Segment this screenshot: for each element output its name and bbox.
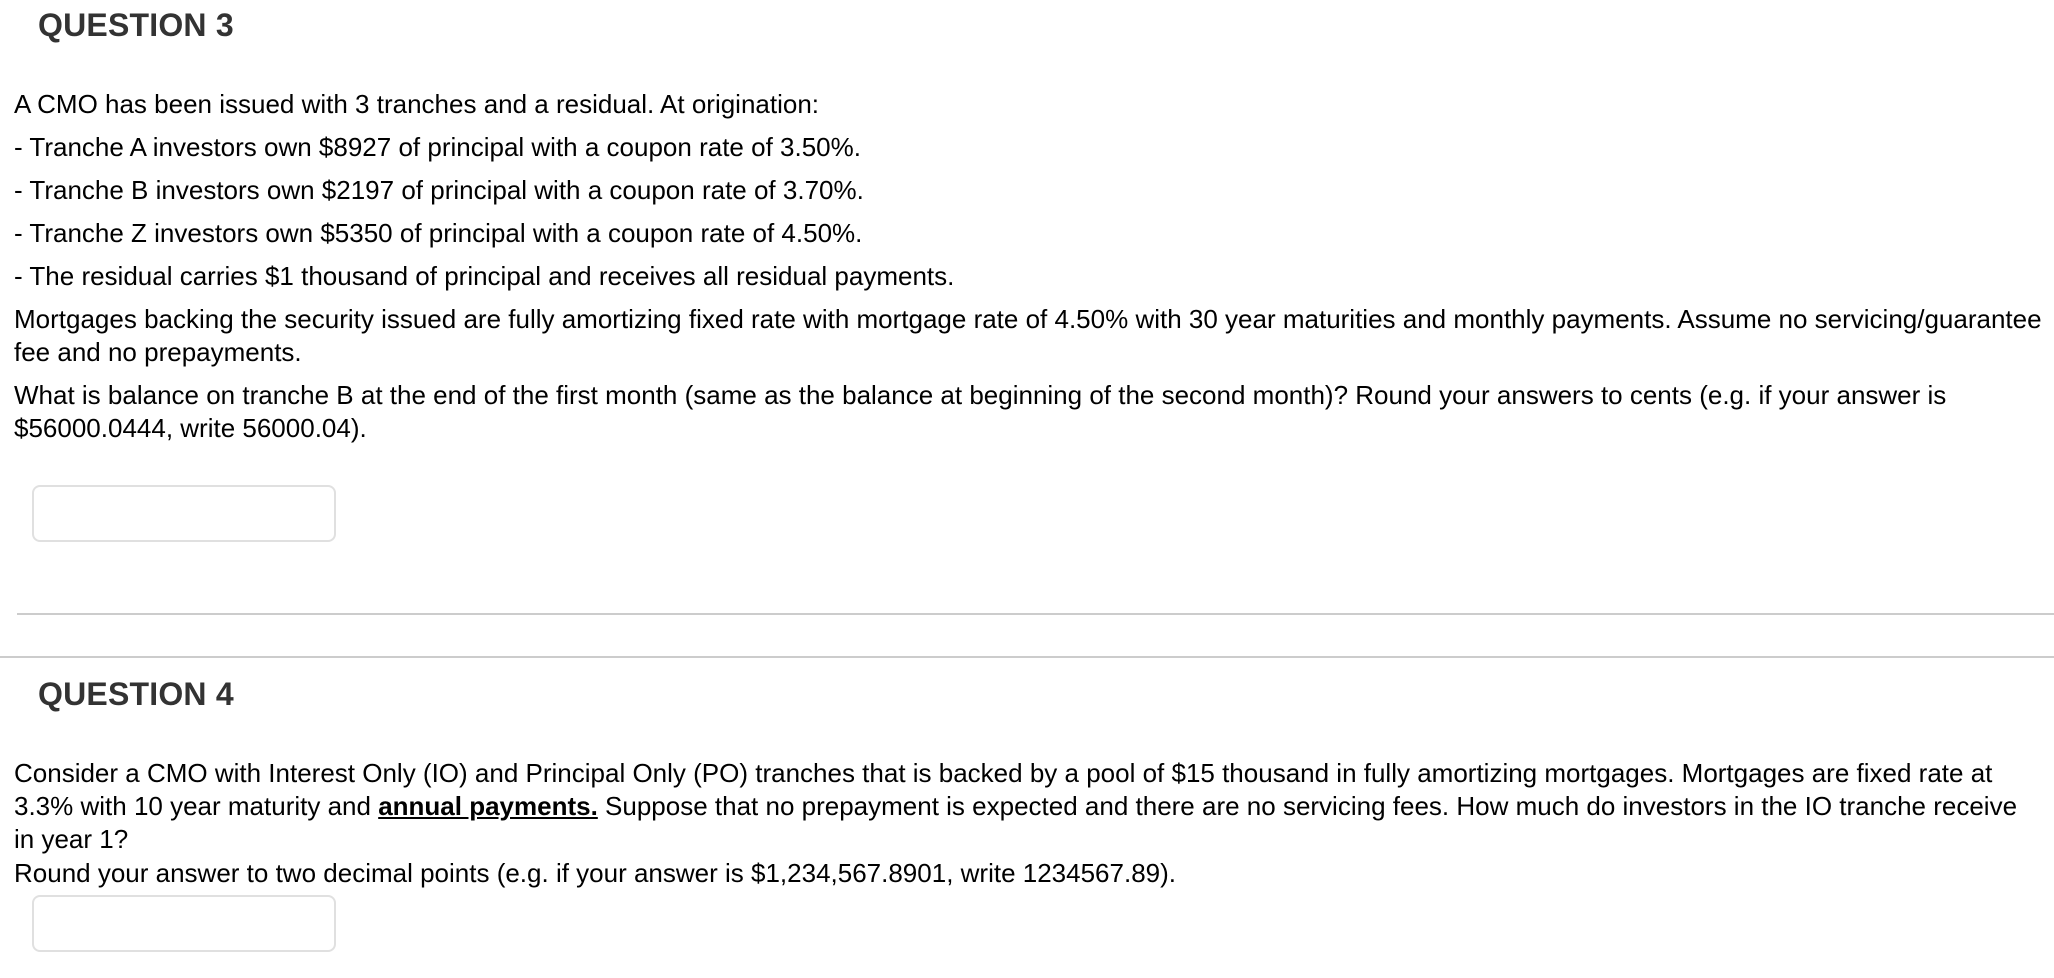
question-4-heading-wrap (0, 677, 2054, 711)
question-4-card (0, 677, 2054, 952)
question-3-intro: A CMO has been issued with 3 tranches and a residual. At origination: (14, 89, 820, 119)
question-3-body (0, 88, 2054, 542)
question-4-rounding-note: Round your answer to two decimal points (e.g. if your answer is $1,234,567.8901, write 1234567.89). (14, 858, 1177, 888)
residual-line: - The residual carries $1 thousand of principal and receives all residual payments. (14, 261, 955, 291)
question-4-answer-input[interactable] (32, 895, 336, 952)
question-separator-divider (0, 656, 2054, 658)
question-4-body (0, 757, 2054, 952)
tranche-b-line: - Tranche B investors own $2197 of principal with a coupon rate of 3.70%. (14, 175, 864, 205)
question-3-bottom-divider (17, 613, 2054, 615)
question-4-heading: QUESTION 4 (38, 676, 234, 712)
tranche-z-line: - Tranche Z investors own $5350 of principal with a coupon rate of 4.50%. (14, 218, 863, 248)
question-4-prompt-before: Consider a CMO with Interest Only (IO) and Principal Only (PO) tranches that is backed by a pool of $15 thousand in fully amortizing mortgages. Mortgages are fixed rate at 3.3% with 10 year maturity and (14, 758, 1993, 821)
question-3-prompt: What is balance on tranche B at the end of the first month (same as the balance at beginning of the second month)? Round your answers to cents (e.g. if your answer is $56000.0444, write 56000.04). (14, 380, 1947, 443)
tranche-a-line: - Tranche A investors own $8927 of principal with a coupon rate of 3.50%. (14, 132, 861, 162)
question-4-prompt-emphasis: annual payments. (378, 791, 598, 821)
question-3-answer-input[interactable] (32, 485, 336, 542)
question-3-heading: QUESTION 3 (38, 7, 234, 43)
question-4-prompt-after: Suppose that no prepayment is expected and there are no servicing fees. How much do investors in the IO tranche receive in year 1? (14, 791, 2018, 854)
question-4-prompt (14, 757, 2042, 856)
mortgage-note: Mortgages backing the security issued are fully amortizing fixed rate with mortgage rate of 4.50% with 30 year maturities and monthly payments. Assume no servicing/guarantee fee and no prepayments. (14, 304, 2042, 367)
